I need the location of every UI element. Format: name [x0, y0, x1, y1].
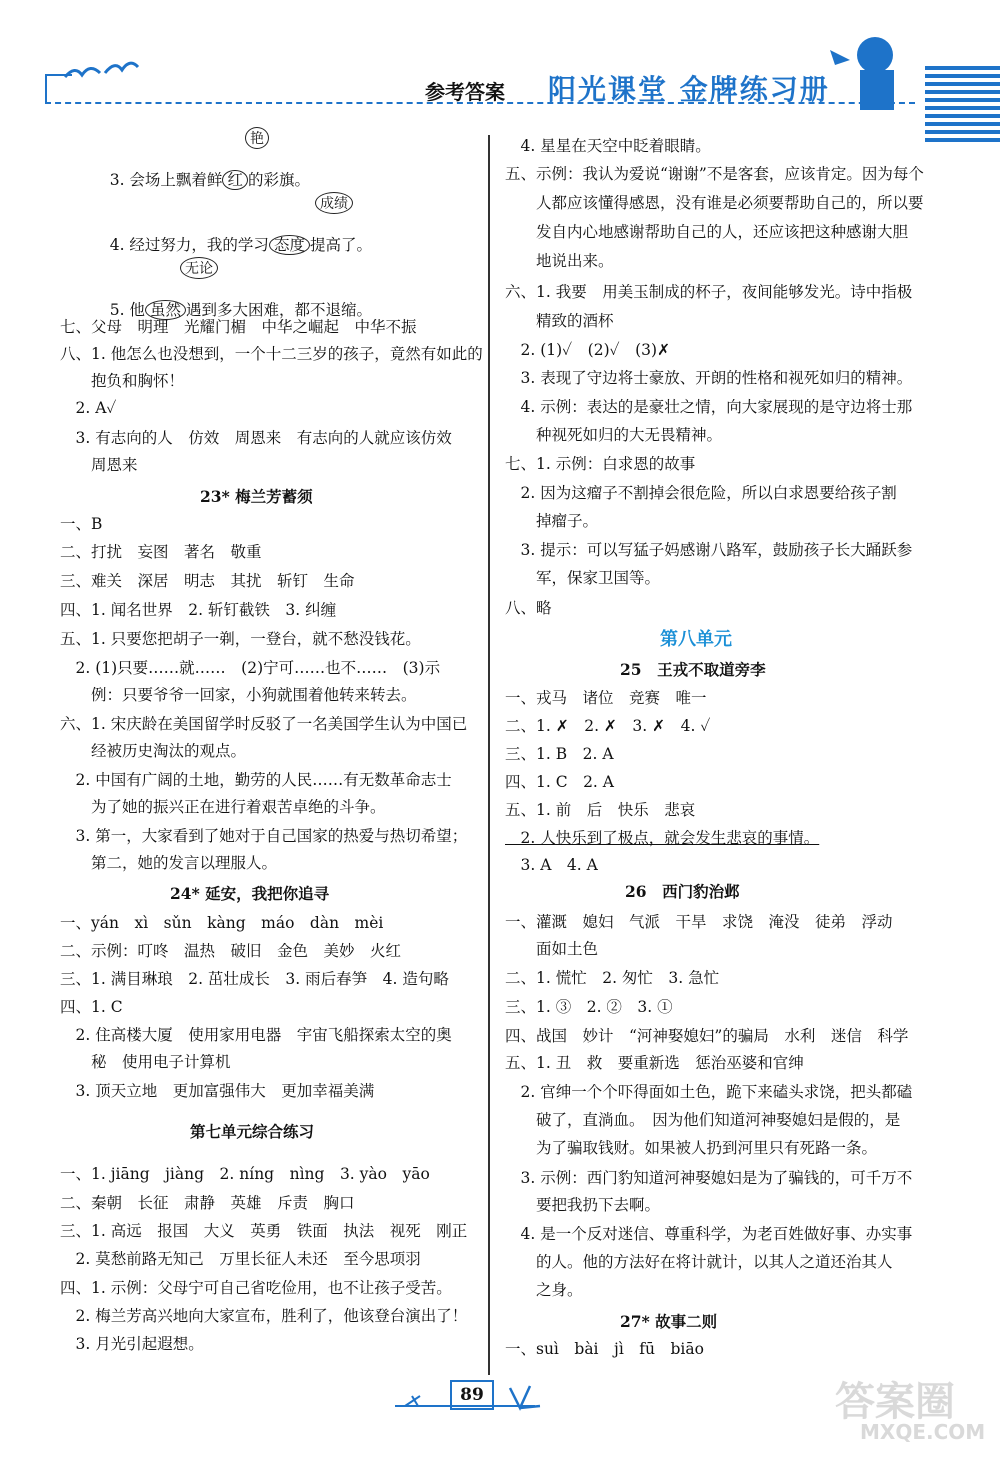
answer-line: 3. 有志向的人 仿效 周恩来 有志向的人就应该仿效 — [60, 429, 452, 447]
answer-line: 四、1. C 2. A — [505, 773, 614, 791]
answer-line: 种视死如归的大无畏精神。 — [505, 426, 723, 444]
answer-line: 二、打扰 妄图 著名 敬重 — [60, 543, 262, 561]
right-column — [505, 0, 955, 1380]
answer-line: 为了她的振兴正在进行着艰苦卓绝的斗争。 — [60, 798, 386, 816]
header-label: 参考答案 — [425, 80, 505, 104]
answer-line: 五、1. 前 后 快乐 悲哀 — [505, 801, 696, 819]
answer-line: 四、1. C — [60, 998, 123, 1016]
answer-line: 精致的酒杯 — [505, 312, 614, 330]
answer-line: 七、1. 示例：白求恩的故事 — [505, 455, 696, 473]
answer-line: 八、略 — [505, 599, 552, 617]
answer-line: 三、难关 深居 明志 其扰 斩钉 生命 — [60, 572, 355, 590]
answer-line: 五、示例：我认为爱说“谢谢”不是客套，应该肯定。因为每个 — [505, 165, 924, 183]
answer-line: 周恩来 — [60, 456, 138, 474]
answer-line: 为了骗取钱财。如果被人扔到河里只有死路一条。 — [505, 1139, 878, 1157]
answer-line: 要把我扔下去啊。 — [505, 1196, 661, 1214]
answer-line: 七、父母 明理 光耀门楣 中华之崛起 中华不振 — [60, 318, 417, 336]
answer-line: 第二，她的发言以理服人。 — [60, 854, 278, 872]
answer-line: 二、1. ✗ 2. ✗ 3. ✗ 4. ✓ — [505, 717, 711, 735]
answer-line: 2. 官绅一个个吓得面如土色，跪下来磕头求饶，把头都磕 — [505, 1083, 913, 1101]
answer-line: 2. A✓ — [60, 399, 117, 417]
correction-word: 艳 — [245, 127, 269, 149]
answer-line: 三、1. 满目琳琅 2. 茁壮成长 3. 雨后春笋 4. 造句略 — [60, 970, 449, 988]
answer-line: 2. 人快乐到了极点，就会发生悲哀的事情。 — [505, 829, 820, 847]
answer-line: 二、1. 慌忙 2. 匆忙 3. 急忙 — [505, 969, 720, 987]
answer-line: 4. 是一个反对迷信、尊重科学，为老百姓做好事、办实事 — [505, 1225, 913, 1243]
section-title: 27* 故事二则 — [620, 1312, 718, 1331]
answer-line: 二、示例：叮咚 温热 破旧 金色 美妙 火红 — [60, 942, 402, 960]
answer-line: 3. 示例：西门豹知道河神娶媳妇是为了骗钱的，可千万不 — [505, 1169, 913, 1187]
answer-line: 二、秦朝 长征 肃静 英雄 斥责 胸口 — [60, 1194, 355, 1212]
answer-line: 3. A 4. A — [505, 856, 598, 874]
section-title: 24* 延安，我把你追寻 — [170, 884, 330, 903]
answer-line: 一、yán xì sǔn kàng máo dàn mèi — [60, 914, 384, 932]
answer-line: 秘 使用电子计算机 — [60, 1053, 231, 1071]
answer-line: 一、B — [60, 515, 103, 533]
answer-line: 4. 示例：表达的是豪壮之情，向大家展现的是守边将士那 — [505, 398, 913, 416]
answer-line: 3. 会场上飘着鲜 红 的彩旗。 — [109, 171, 310, 189]
answer-line: 3. 提示：可以写猛子妈感谢八路军，鼓励孩子长大踊跃参 — [505, 541, 913, 559]
answer-line: 例：只要爷爷一回家，小狗就围着他转来转去。 — [60, 686, 417, 704]
answer-line: 3. 第一，大家看到了她对于自己国家的热爱与热切希望； — [60, 827, 468, 845]
answer-line: 2. 中国有广阔的土地，勤劳的人民……有无数革命志士 — [60, 771, 452, 789]
page-number: 89 — [450, 1380, 494, 1410]
answer-line: 一、suì bài jì fū biāo — [505, 1340, 704, 1358]
answer-line: 3. 表现了守边将士豪放、开朗的性格和视死如归的精神。 — [505, 369, 913, 387]
answer-line: 人都应该懂得感恩，没有谁是必须要帮助自己的，所以要 — [505, 194, 924, 212]
answer-line: 发自内心地感谢帮助自己的人，还应该把这种感谢大胆 — [505, 223, 909, 241]
answer-line: 3. 月光引起遐想。 — [60, 1335, 204, 1353]
answer-line: 三、1. 高远 报国 大义 英勇 铁面 执法 视死 刚正 — [60, 1222, 468, 1240]
answer-line: 2. 住高楼大厦 使用家用电器 宇宙飞船探索太空的奥 — [60, 1026, 452, 1044]
answer-line: 四、1. 示例：父母宁可自己省吃俭用，也不让孩子受苦。 — [60, 1279, 452, 1297]
header-title: 阳光课堂 金牌练习册 — [548, 73, 830, 106]
circled-word: 态度 — [269, 235, 310, 255]
answer-line: 2. 梅兰芳高兴地向大家宣布，胜利了，他该登台演出了！ — [60, 1307, 468, 1325]
answer-line: 地说出来。 — [505, 252, 614, 270]
answer-line: 六、1. 我要 用美玉制成的杯子，夜间能够发光。诗中指极 — [505, 283, 913, 301]
answer-line: 4. 经过努力，我的学习 态度 提高了。 — [109, 236, 372, 254]
answer-line: 2. (1)✓ (2)✓ (3)✗ — [505, 341, 671, 359]
answer-line: 5. 他 虽然 遇到多大困难，都不退缩。 — [109, 301, 372, 319]
answer-line: 军，保家卫国等。 — [505, 569, 661, 587]
circled-word: 红 — [222, 170, 248, 190]
left-column — [60, 0, 483, 1380]
section-title: 25 王戎不取道旁李 — [620, 660, 766, 679]
answer-line: 掉瘤子。 — [505, 512, 599, 530]
answer-line: 三、1. B 2. A — [505, 745, 614, 763]
answer-line: 一、戎马 诸位 竞赛 唯一 — [505, 689, 707, 707]
watermark-url: MXQE.COM — [860, 1420, 986, 1444]
answer-line: 一、灌溉 媳妇 气派 干旱 求饶 淹没 徒弟 浮动 — [505, 913, 893, 931]
answer-line: 经被历史淘汰的观点。 — [60, 742, 247, 760]
correction-word: 成绩 — [315, 192, 353, 214]
unit-title: 第八单元 — [660, 629, 732, 650]
circled-word: 虽然 — [145, 300, 186, 320]
answer-line: 2. 因为这瘤子不割掉会很危险，所以白求恩要给孩子割 — [505, 484, 897, 502]
answer-line: 抱负和胸怀！ — [60, 372, 185, 390]
answer-line: 四、战国 妙计 “河神娶媳妇”的骗局 水利 迷信 科学 — [505, 1027, 909, 1045]
section-title: 第七单元综合练习 — [190, 1122, 315, 1141]
answer-line: 破了，直淌血。 因为他们知道河神娶媳妇是假的，是 — [505, 1111, 901, 1129]
answer-line: 三、1. ③ 2. ② 3. ① — [505, 998, 673, 1016]
answer-line: 2. 莫愁前路无知己 万里长征人未还 至今思项羽 — [60, 1250, 421, 1268]
answer-line: 五、1. 只要您把胡子一剃，一登台，就不愁没钱花。 — [60, 630, 421, 648]
answer-line: 八、1. 他怎么也没想到，一个十二三岁的孩子，竟然有如此的 — [60, 345, 483, 363]
answer-line: 六、1. 宋庆龄在美国留学时反驳了一名美国学生认为中国已 — [60, 715, 468, 733]
answer-line: 之身。 — [505, 1281, 583, 1299]
answer-line: 3. 顶天立地 更加富强伟大 更加幸福美满 — [60, 1082, 375, 1100]
answer-line: 面如土色 — [505, 940, 599, 958]
answer-line: 4. 星星在天空中眨着眼睛。 — [505, 137, 711, 155]
answer-line: 的人。他的方法好在将计就计，以其人之道还治其人 — [505, 1253, 893, 1271]
answer-line: 五、1. 丑 救 要重新选 惩治巫婆和官绅 — [505, 1054, 804, 1072]
answer-line: 2. (1)只要……就…… (2)宁可……也不…… (3)示 — [60, 659, 441, 677]
answer-line: 四、1. 闻名世界 2. 斩钉截铁 3. 纠缠 — [60, 601, 337, 619]
answer-line: 一、1. jiāng jiàng 2. níng nìng 3. yào yāo — [60, 1165, 430, 1183]
section-title: 26 西门豹治邺 — [625, 882, 740, 901]
watermark-logo: 答案圈 — [835, 1379, 955, 1425]
column-divider — [488, 135, 490, 1375]
correction-word: 无论 — [180, 257, 218, 279]
section-title: 23* 梅兰芳蓄须 — [200, 487, 313, 506]
